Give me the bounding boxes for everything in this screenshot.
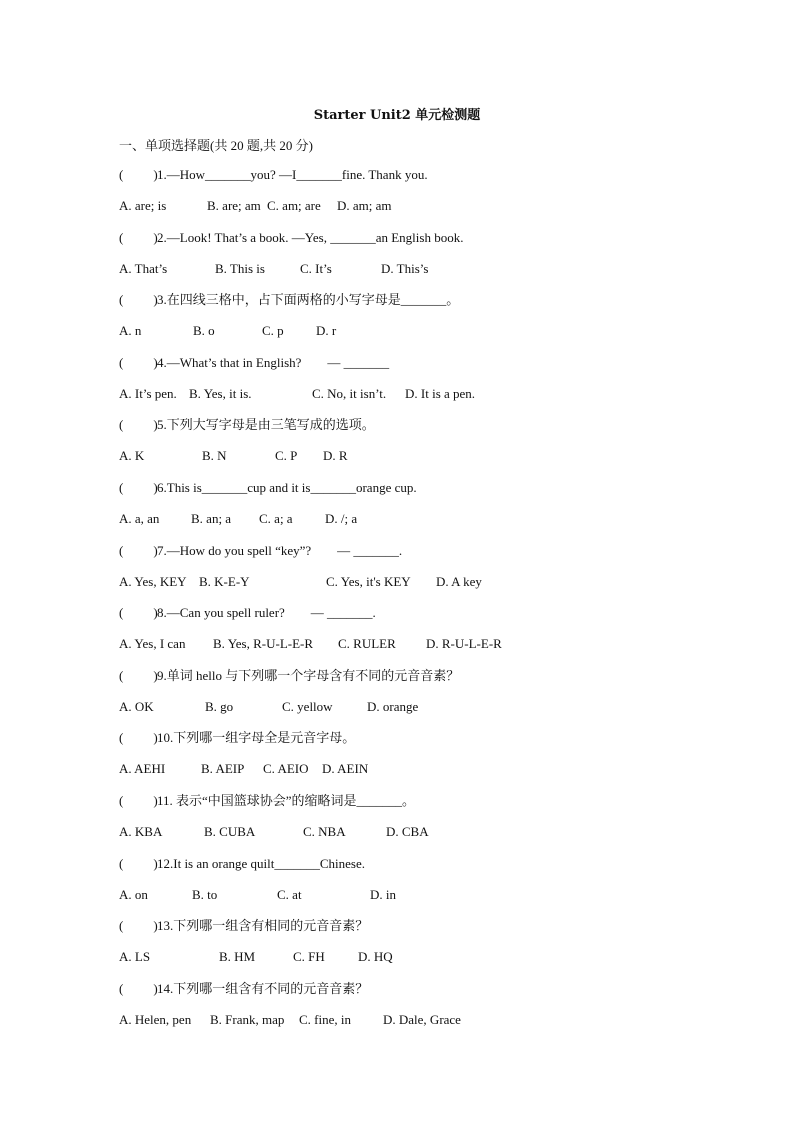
question-stem bbox=[119, 854, 365, 874]
question-options bbox=[119, 572, 679, 592]
option-a: A. It’s pen. bbox=[119, 385, 177, 401]
answer-blank: ( ) bbox=[119, 605, 158, 621]
option-a: A. KBA bbox=[119, 824, 163, 839]
question-stem bbox=[119, 290, 459, 310]
option-c: C. Yes, it's KEY bbox=[326, 573, 411, 589]
question-options bbox=[119, 196, 679, 216]
option-b: B. HM bbox=[219, 949, 256, 965]
option-c: C. fine, in bbox=[299, 1011, 351, 1027]
answer-blank: ( ) bbox=[119, 918, 158, 934]
option-b: B. Yes, it is. bbox=[189, 385, 252, 401]
question-stem bbox=[119, 666, 459, 686]
question-stem bbox=[119, 603, 376, 623]
question-options bbox=[119, 1010, 679, 1030]
option-d: D. HQ bbox=[358, 949, 393, 965]
answer-blank: ( ) bbox=[119, 354, 158, 370]
question-options bbox=[119, 947, 679, 967]
question-text: 7.—How do you spell “key”? — _______. bbox=[157, 542, 403, 558]
answer-blank: ( ) bbox=[119, 417, 158, 433]
question-text: 4.—What’s that in English? — _______ bbox=[157, 354, 390, 370]
option-d: D. This’s bbox=[381, 260, 429, 276]
option-b: B. go bbox=[205, 698, 234, 714]
option-c: C. It’s bbox=[300, 260, 332, 276]
question-options bbox=[119, 822, 679, 842]
question-text: 3.在四线三格中，占下面两格的小写字母是_______。 bbox=[157, 292, 460, 308]
answer-blank: ( ) bbox=[119, 480, 158, 495]
option-a: A. That’s bbox=[119, 260, 168, 276]
option-c: C. RULER bbox=[338, 636, 396, 652]
question-text: 1.—How_______you? —I_______fine. Thank you. bbox=[157, 167, 428, 182]
option-c: C. p bbox=[262, 323, 284, 339]
answer-blank: ( ) bbox=[119, 167, 158, 182]
question-options bbox=[119, 885, 679, 905]
answer-blank: ( ) bbox=[119, 542, 158, 558]
question-stem bbox=[119, 478, 417, 498]
option-d: D. R-U-L-E-R bbox=[426, 636, 502, 652]
question-stem bbox=[119, 979, 368, 999]
option-d: D. A key bbox=[436, 573, 482, 589]
question-text: 14.下列哪一组含有不同的元音音素？ bbox=[157, 980, 369, 996]
question-stem bbox=[119, 228, 463, 248]
question-stem bbox=[119, 916, 368, 936]
option-d: D. Dale, Grace bbox=[383, 1011, 461, 1027]
option-b: B. Yes, R-U-L-E-R bbox=[213, 636, 314, 652]
question-text: 6.This is_______cup and it is_______orange cup. bbox=[157, 480, 417, 495]
option-d: D. orange bbox=[367, 698, 419, 714]
section-heading: 一、单项选择题(共 20 题,共 20 分) bbox=[119, 138, 313, 153]
option-a: A. on bbox=[119, 886, 148, 902]
question-text: 8.—Can you spell ruler? — _______. bbox=[157, 605, 376, 621]
option-b: B. This is bbox=[215, 260, 265, 276]
question-text: 5.下列大写字母是由三笔写成的选项。 bbox=[157, 417, 375, 433]
answer-blank: ( ) bbox=[119, 980, 158, 996]
option-c: C. a; a bbox=[259, 511, 293, 526]
option-a: A. n bbox=[119, 323, 142, 339]
option-c: C. yellow bbox=[282, 698, 333, 714]
question-stem bbox=[119, 415, 375, 435]
question-text: 11. 表示“中国篮球协会”的缩略词是_______。 bbox=[157, 793, 416, 808]
option-b: B. to bbox=[192, 886, 218, 902]
option-b: B. are; am bbox=[207, 198, 261, 213]
answer-blank: ( ) bbox=[119, 793, 158, 808]
question-text: 13.下列哪一组含有相同的元音音素？ bbox=[157, 918, 369, 934]
option-a: A. Yes, KEY bbox=[119, 573, 187, 589]
question-options bbox=[119, 259, 679, 279]
option-a: A. OK bbox=[119, 698, 154, 714]
option-a: A. are; is bbox=[119, 198, 167, 213]
question-options bbox=[119, 321, 679, 341]
option-a: A. Helen, pen bbox=[119, 1011, 192, 1027]
question-stem bbox=[119, 541, 402, 561]
answer-blank: ( ) bbox=[119, 229, 158, 245]
answer-blank: ( ) bbox=[119, 730, 158, 746]
question-options bbox=[119, 384, 679, 404]
question-stem bbox=[119, 791, 415, 811]
answer-blank: ( ) bbox=[119, 292, 158, 308]
option-b: B. CUBA bbox=[204, 824, 256, 839]
question-stem bbox=[119, 353, 389, 373]
question-text: 12.It is an orange quilt_______Chinese. bbox=[157, 855, 365, 871]
question-options bbox=[119, 634, 679, 654]
option-d: D. /; a bbox=[325, 511, 358, 526]
answer-blank: ( ) bbox=[119, 855, 158, 871]
option-c: C. at bbox=[277, 886, 302, 902]
option-a: A. Yes, I can bbox=[119, 636, 186, 652]
option-d: D. AEIN bbox=[322, 761, 369, 777]
question-options bbox=[119, 697, 679, 717]
question-options bbox=[119, 446, 679, 466]
option-b: B. N bbox=[202, 448, 227, 464]
option-d: D. It is a pen. bbox=[405, 385, 476, 401]
question-options bbox=[119, 759, 679, 779]
option-c: C. P bbox=[275, 448, 298, 464]
option-b: B. K-E-Y bbox=[199, 573, 250, 589]
question-text: 9.单词 hello 与下列哪一个字母含有不同的元音音素？ bbox=[157, 667, 460, 683]
question-options bbox=[119, 509, 679, 529]
option-b: B. an; a bbox=[191, 511, 232, 526]
option-a: A. a, an bbox=[119, 511, 160, 526]
option-c: C. NBA bbox=[303, 824, 346, 839]
option-b: B. o bbox=[193, 323, 215, 339]
question-stem bbox=[119, 728, 355, 748]
option-c: C. FH bbox=[293, 949, 325, 965]
option-b: B. AEIP bbox=[201, 761, 245, 777]
question-text: 2.—Look! That’s a book. —Yes, _______an English book. bbox=[157, 229, 464, 245]
option-d: D. CBA bbox=[386, 824, 429, 839]
question-stem bbox=[119, 165, 428, 185]
option-d: D. in bbox=[370, 886, 396, 902]
option-b: B. Frank, map bbox=[210, 1011, 285, 1027]
option-a: A. LS bbox=[119, 949, 151, 965]
page-title: Starter Unit2 单元检测题 bbox=[313, 108, 481, 123]
question-text: 10.下列哪一组字母全是元音字母。 bbox=[157, 730, 356, 746]
option-a: A. K bbox=[119, 448, 145, 464]
option-d: D. R bbox=[323, 448, 348, 464]
option-c: C. am; are bbox=[267, 198, 321, 213]
answer-blank: ( ) bbox=[119, 667, 158, 683]
option-a: A. AEHI bbox=[119, 761, 166, 777]
option-c: C. AEIO bbox=[263, 761, 309, 777]
option-d: D. r bbox=[316, 323, 337, 339]
option-d: D. am; am bbox=[337, 198, 392, 213]
option-c: C. No, it isn’t. bbox=[312, 385, 387, 401]
